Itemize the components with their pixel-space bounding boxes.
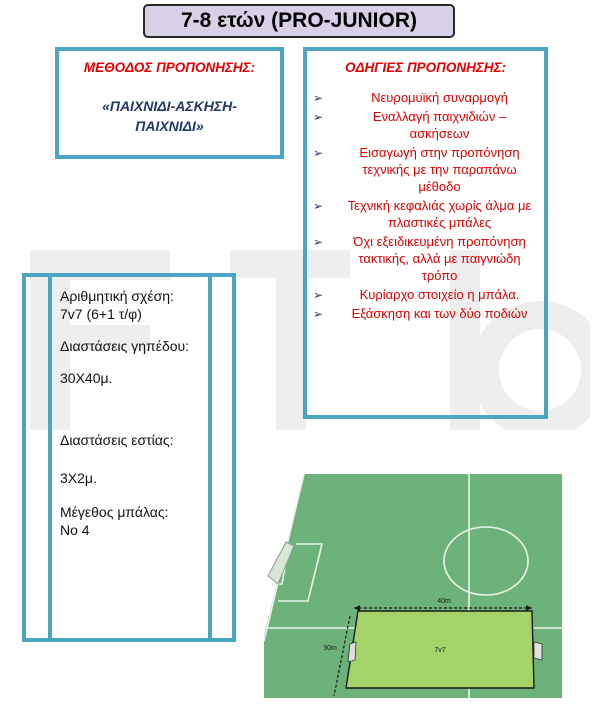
training-method-value (59, 96, 280, 136)
ball-size-value: Νο 4 (60, 522, 90, 538)
training-method-value-line2: ΠΑΙΧΝΙΔΙ» (135, 118, 204, 134)
arrow-bullet-icon: ➢ (313, 146, 324, 160)
training-method-box (55, 47, 284, 159)
parameters-box (22, 273, 236, 642)
training-instructions-box (303, 47, 548, 419)
height-label: 30m (323, 645, 337, 652)
instruction-item: ➢ Εξάσκηση και των δύο ποδιών (313, 306, 528, 321)
goal-dimensions-value: 3Χ2μ. (60, 470, 97, 486)
ball-size-label: Μέγεθος μπάλας: (60, 504, 169, 520)
arrow-bullet-icon: ➢ (313, 199, 324, 213)
training-method-value-line1: «ΠΑΙΧΝΙΔΙ-ΑΣΚΗΣΗ- (102, 98, 237, 114)
instructions-list (307, 89, 544, 322)
arrow-bullet-icon: ➢ (313, 110, 324, 124)
ratio-label: Αριθμητική σχέση: (60, 288, 174, 304)
arrow-bullet-icon: ➢ (313, 307, 324, 321)
divider-line (48, 273, 52, 642)
instruction-item: ➢ Τεχνική κεφαλιάς χωρίς άλμα με πλαστικές μπάλες (313, 198, 532, 230)
training-instructions-header: ΟΔΗΓΙΕΣ ΠΡΟΠΟΝΗΣΗΣ: (344, 60, 507, 75)
arrow-bullet-icon: ➢ (313, 288, 324, 302)
small-goal-icon (534, 642, 542, 660)
area-label: 7v7 (434, 647, 446, 654)
pitch-diagram (264, 466, 562, 698)
instruction-item: ➢ Εναλλαγή παιχνιδιών – ασκήσεων (313, 109, 507, 141)
field-dimensions-value: 30Χ40μ. (60, 370, 113, 386)
goal-dimensions-label: Διαστάσεις εστίας: (60, 432, 174, 448)
instruction-item: ➢ Όχι εξειδικευμένη προπόνηση τακτικής, αλλά με παιγνιώδη τρόπο (313, 234, 526, 283)
arrow-bullet-icon: ➢ (313, 91, 324, 105)
field-dimensions-label: Διαστάσεις γηπέδου: (60, 338, 190, 354)
parameters-text (60, 287, 210, 553)
training-method-header: ΜΕΘΟΔΟΣ ΠΡΟΠΟΝΗΣΗΣ: (83, 60, 256, 75)
instruction-item: ➢ Νευρομυϊκή συναρμογή (313, 90, 508, 105)
ratio-value: 7v7 (6+1 τ/φ) (60, 306, 142, 322)
instruction-item: ➢ Κυρίαρχο στοιχείο η μπάλα. (313, 287, 520, 302)
arrow-bullet-icon: ➢ (313, 235, 324, 249)
page-title: 7-8 ετών (PRO-JUNIOR) (143, 4, 455, 38)
width-label: 40m (437, 598, 451, 605)
instruction-item: ➢ Εισαγωγή στην προπόνηση τεχνικής με την παραπάνω μέθοδο (313, 145, 520, 194)
